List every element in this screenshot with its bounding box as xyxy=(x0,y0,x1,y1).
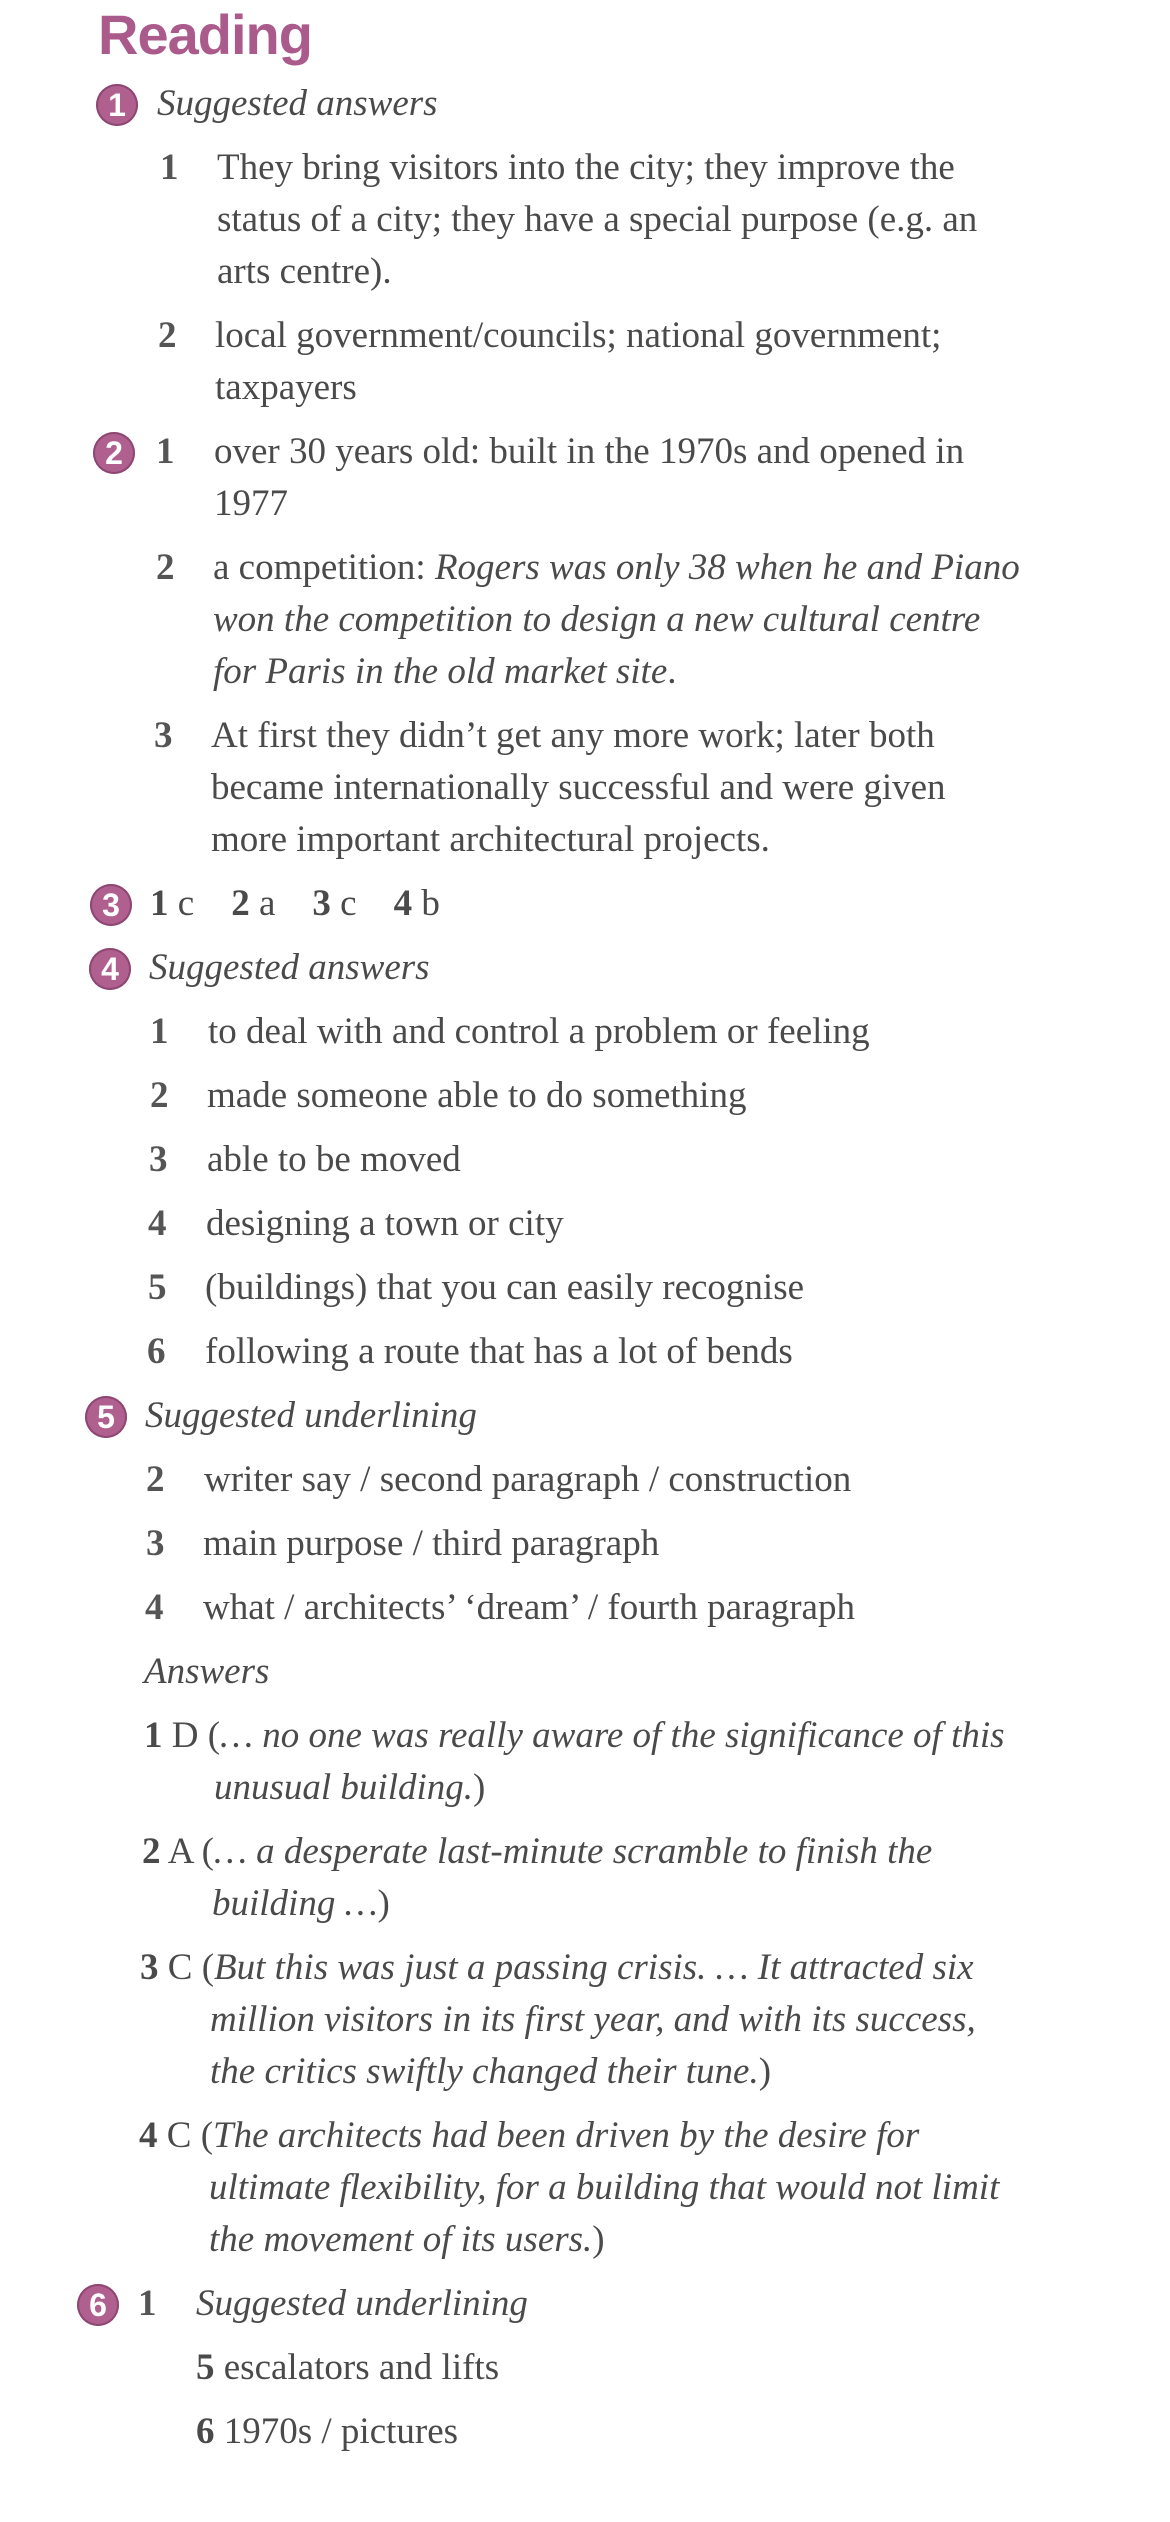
item-number: 4 xyxy=(393,883,413,924)
text-lead: a competition: xyxy=(213,547,435,588)
item-number: 6 xyxy=(196,2411,215,2452)
answer-item xyxy=(0,426,1170,530)
quote-line: But this was just a passing crisis. … It attracted six xyxy=(214,1947,974,1988)
answers-label: Answers xyxy=(144,1651,270,1692)
answer-item xyxy=(0,1070,1170,1122)
item-number: 1 xyxy=(156,431,175,472)
exercise-badge-2: 2 xyxy=(93,432,135,474)
item-text: escalators and lifts xyxy=(223,2347,500,2388)
item-number: 2 xyxy=(231,883,250,924)
quote-line: won the competition to design a new cultural centre xyxy=(213,599,981,640)
item-text: able to be moved xyxy=(207,1139,461,1180)
exercise-badge-4: 4 xyxy=(89,948,131,990)
answer-item xyxy=(0,1710,1170,1814)
answer-text: 2 A (… a desperate last-minute scramble to finish the building …) xyxy=(142,1831,933,1924)
item-text xyxy=(213,542,1020,698)
item-text: designing a town or city xyxy=(206,1203,564,1244)
text-line: arts centre). xyxy=(217,251,392,292)
answer-letter: c xyxy=(177,883,195,924)
answer-letter: b xyxy=(421,883,440,924)
quote-line: the critics swiftly changed their tune. xyxy=(210,2051,759,2092)
answer-item xyxy=(0,2110,1170,2266)
answer-text xyxy=(196,2406,458,2458)
exercise-4-header xyxy=(0,942,1170,994)
text-end: . xyxy=(667,651,677,692)
answer-item xyxy=(0,542,1170,698)
answer-item xyxy=(0,1582,1170,1634)
text-line: over 30 years old: built in the 1970s and opened in xyxy=(214,431,965,472)
item-text xyxy=(214,426,964,530)
answer-item xyxy=(0,1326,1170,1378)
item-number: 2 xyxy=(156,547,175,588)
answers-heading xyxy=(0,1646,1170,1698)
item-number: 5 xyxy=(148,1267,167,1308)
item-text xyxy=(215,310,941,414)
exercise-3-answers xyxy=(0,878,1170,930)
answer-key xyxy=(0,78,1170,2458)
answer-item xyxy=(0,1454,1170,1506)
exercise-heading: Suggested answers xyxy=(157,83,438,124)
exercise-heading: Suggested underlining xyxy=(196,2283,528,2324)
item-text xyxy=(217,142,977,298)
quote-line: for Paris in the old market site xyxy=(213,651,668,692)
quote-line: Rogers was only 38 when he and Piano xyxy=(434,547,1020,588)
item-text: (buildings) that you can easily recognise xyxy=(205,1267,805,1308)
item-number: 3 xyxy=(146,1523,165,1564)
exercise-heading: Suggested answers xyxy=(149,947,430,988)
answer-text: 1 D (… no one was really aware of the significance of this unusual building.) xyxy=(144,1715,1005,1808)
answer-item xyxy=(0,2342,1170,2394)
item-number: 5 xyxy=(196,2347,215,2388)
answer-text: 3 C (But this was just a passing crisis. … It attracted six million visitors in its first year, and with its success, the critics swiftly changed their tune.) xyxy=(140,1947,976,2092)
item-text xyxy=(211,710,946,866)
answer-text xyxy=(196,2342,499,2394)
text-line: 1977 xyxy=(214,483,288,524)
section-title: Reading xyxy=(98,3,312,66)
exercise-badge-1: 1 xyxy=(96,84,138,126)
exercise-6-header xyxy=(0,2278,1170,2330)
item-number: 2 xyxy=(142,1831,161,1872)
answer-item xyxy=(0,1262,1170,1314)
text-line: taxpayers xyxy=(215,367,357,408)
answer-item xyxy=(0,1006,1170,1058)
answer-item xyxy=(0,2406,1170,2458)
quote-line: million visitors in its first year, and with its success, xyxy=(210,1999,976,2040)
answer-letter: C xyxy=(167,1947,193,1988)
answer-letter: C xyxy=(166,2115,192,2156)
item-text: writer say / second paragraph / construction xyxy=(204,1459,852,1500)
text-line: local government/councils; national government; xyxy=(215,315,942,356)
quote-line: … a desperate last-minute scramble to finish the xyxy=(213,1831,933,1872)
item-number: 3 xyxy=(149,1139,168,1180)
exercise-heading: Suggested underlining xyxy=(145,1395,477,1436)
exercise-badge-5: 5 xyxy=(85,1396,127,1438)
item-text: to deal with and control a problem or feeling xyxy=(208,1011,870,1052)
answer-item xyxy=(0,142,1170,298)
text-line: status of a city; they have a special purpose (e.g. an xyxy=(217,199,978,240)
answer-item xyxy=(0,1134,1170,1186)
item-number: 1 xyxy=(138,2283,157,2324)
text-line: They bring visitors into the city; they improve the xyxy=(217,147,955,188)
quote-line: the movement of its users. xyxy=(209,2219,593,2260)
item-number: 2 xyxy=(146,1459,165,1500)
answer-item xyxy=(0,1198,1170,1250)
quote-line: building … xyxy=(212,1883,378,1924)
item-number: 6 xyxy=(147,1331,166,1372)
item-number: 4 xyxy=(139,2115,158,2156)
item-text: made someone able to do something xyxy=(207,1075,747,1116)
answer-item xyxy=(0,1942,1170,2098)
item-text: what / architects’ ‘dream’ / fourth paragraph xyxy=(203,1587,855,1628)
answer-item xyxy=(0,310,1170,414)
exercise-5-header xyxy=(0,1390,1170,1442)
answer-item xyxy=(0,710,1170,866)
text-line: became internationally successful and were given xyxy=(211,767,946,808)
answer-letter: a xyxy=(258,883,276,924)
answer-letter: c xyxy=(340,883,357,924)
item-number: 1 xyxy=(150,1011,169,1052)
exercise-badge-6: 6 xyxy=(77,2284,119,2326)
quote-line: … no one was really aware of the significance of this xyxy=(220,1715,1005,1756)
text-line: At first they didn’t get any more work; later both xyxy=(211,715,935,756)
item-text: following a route that has a lot of bends xyxy=(205,1331,793,1372)
exercise-1-header xyxy=(0,78,1170,130)
quote-line: unusual building. xyxy=(214,1767,474,1808)
answer-text: 4 C (The architects had been driven by the desire for ultimate flexibility, for a building that would not limit the movement of its users.) xyxy=(139,2115,1000,2260)
answer-item xyxy=(0,1518,1170,1570)
item-text: 1970s / pictures xyxy=(223,2411,459,2452)
item-number: 3 xyxy=(154,715,173,756)
item-number: 1 xyxy=(144,1715,163,1756)
item-number: 3 xyxy=(312,883,331,924)
quote-line: ultimate flexibility, for a building that would not limit xyxy=(209,2167,1000,2208)
item-number: 2 xyxy=(150,1075,169,1116)
quote-line: The architects had been driven by the desire for xyxy=(213,2115,920,2156)
item-text: main purpose / third paragraph xyxy=(203,1523,660,1564)
item-number: 2 xyxy=(158,315,177,356)
item-number: 4 xyxy=(148,1203,167,1244)
item-number: 3 xyxy=(140,1947,159,1988)
answer-letter: A xyxy=(167,1831,193,1872)
exercise-badge-3: 3 xyxy=(90,884,132,926)
item-number: 4 xyxy=(145,1587,164,1628)
text-line: more important architectural projects. xyxy=(211,819,770,860)
answer-line xyxy=(150,878,440,930)
answer-item xyxy=(0,1826,1170,1930)
item-number: 1 xyxy=(160,147,179,188)
item-number: 1 xyxy=(150,883,169,924)
answer-letter: D xyxy=(171,1715,199,1756)
